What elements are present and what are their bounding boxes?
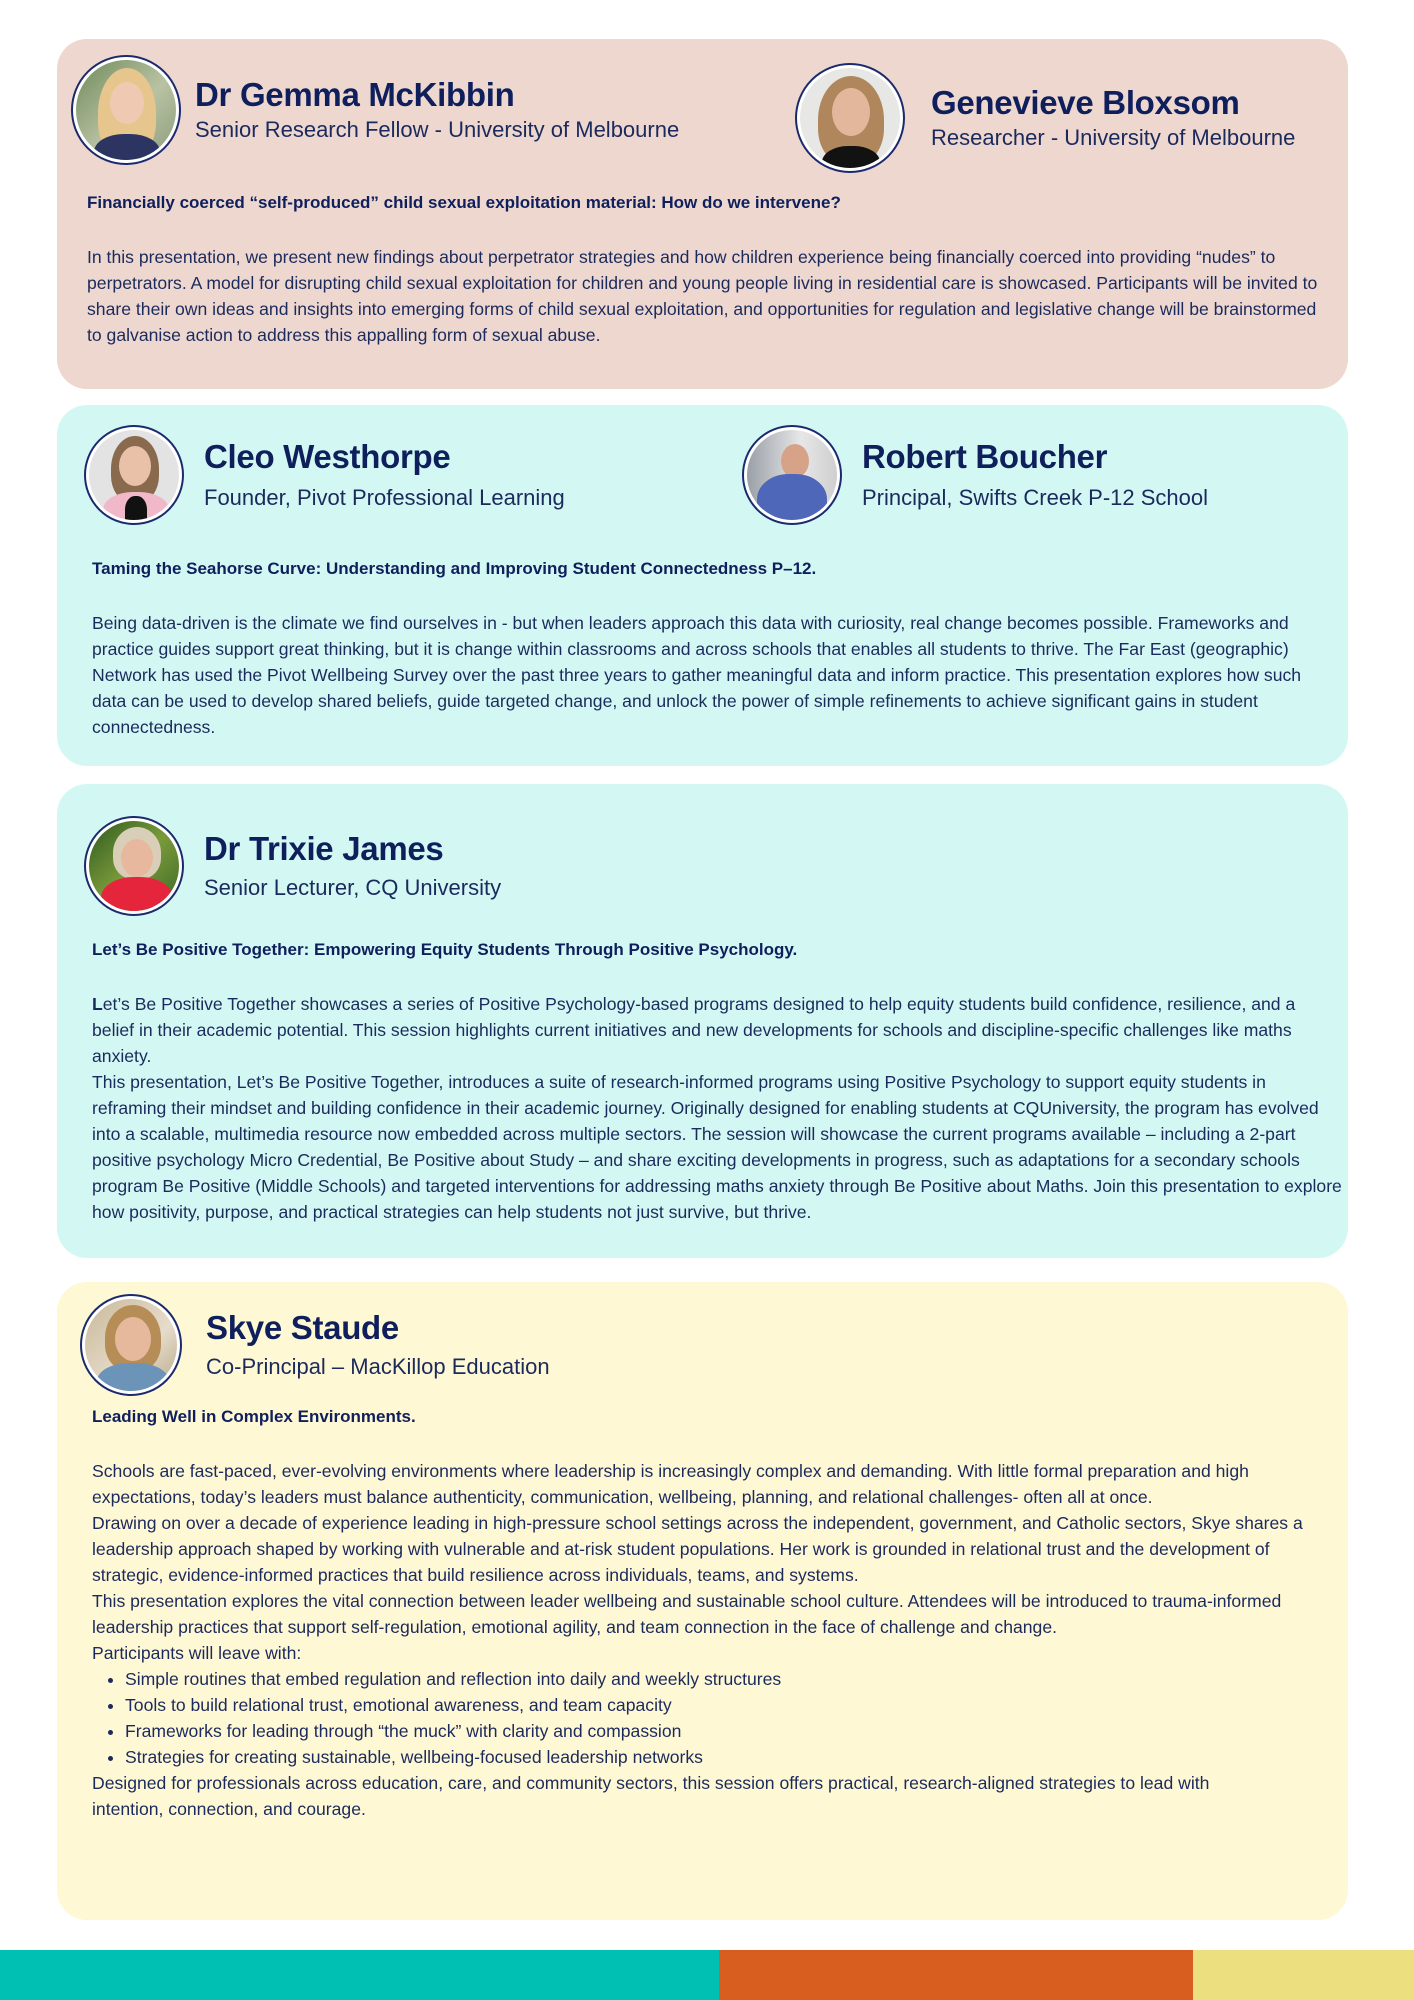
speaker-role: Senior Lecturer, CQ University [204, 875, 502, 900]
footer-color-bar [0, 1950, 1414, 2000]
speaker-skye-staude [80, 1294, 550, 1396]
drop-letter: L [92, 994, 103, 1014]
speaker-name: Cleo Westhorpe [204, 438, 451, 475]
speaker-name: Dr Gemma McKibbin [195, 76, 515, 113]
avatar [71, 55, 181, 165]
description-paragraph: This presentation explores the vital connection between leader wellbeing and sustainable school culture. Attendees will be introduced to trauma-informed leadership practices that support self-regulation, emotional agility, and team connection in the face of challenge and change. [92, 1591, 1282, 1637]
list-item: • Strategies for creating sustainable, wellbeing-focused leadership networks [125, 1744, 1342, 1770]
session-card-1 [57, 39, 1348, 389]
avatar [742, 425, 842, 525]
session-card-4 [57, 1282, 1348, 1920]
session-description [92, 610, 1332, 740]
avatar [80, 1294, 182, 1396]
list-item: • Tools to build relational trust, emotional awareness, and team capacity [125, 1692, 1342, 1718]
speaker-gemma-mckibbin [71, 55, 679, 165]
closing-paragraph: Designed for professionals across education, care, and community sectors, this session offers practical, research-aligned strategies to lead with intention, connection, and courage. [92, 1773, 1210, 1819]
session-card-3 [57, 784, 1348, 1258]
speaker-photo-icon [89, 430, 179, 520]
list-item: • Frameworks for leading through “the muck” with clarity and compassion [125, 1718, 1342, 1744]
speaker-role: Principal, Swifts Creek P-12 School [862, 485, 1209, 510]
avatar [84, 425, 184, 525]
description-paragraph: Drawing on over a decade of experience leading in high-pressure school settings across the independent, government, and Catholic sectors, Skye shares a leadership approach shaped by working with vulnerable and at-risk student populations. Her work is grounded in relational trust and the development of strategic, evidence-informed practices that build resilience across individuals, teams, and systems. [92, 1513, 1303, 1585]
session-description [92, 991, 1342, 1225]
footer-orange-segment [719, 1950, 1193, 2000]
takeaways-list [92, 1666, 1342, 1770]
speaker-photo-icon [747, 430, 837, 520]
session-title: Leading Well in Complex Environments. [92, 1407, 416, 1426]
description-paragraph: Let’s Be Positive Together showcases a series of Positive Psychology-based programs designed to help equity students build confidence, resilience, and a belief in their academic potential. This session highlights current initiatives and new developments for schools and discipline-specific challenges like maths anxiety. [92, 994, 1296, 1066]
list-item: • Simple routines that embed regulation and reflection into daily and weekly structures [125, 1666, 1342, 1692]
speaker-photo-icon [800, 68, 900, 168]
description-paragraph: In this presentation, we present new findings about perpetrator strategies and how children experience being financially coerced into providing “nudes” to perpetrators. A model for disrupting child sexual exploitation for children and young people living in residential care is showcased. Participants will be invited to share their own ideas and insights into emerging forms of child sexual exploitation, and opportunities for regulation and legislative change will be brainstormed to galvanise action to address this appalling form of sexual abuse. [87, 247, 1318, 345]
session-title: Financially coerced “self-produced” child sexual exploitation material: How do we intervene? [87, 193, 841, 212]
avatar [795, 63, 905, 173]
speaker-photo-icon [89, 821, 179, 911]
speaker-photo-icon [85, 1299, 177, 1391]
session-description [87, 244, 1327, 348]
speaker-name: Dr Trixie James [204, 830, 444, 867]
speaker-role: Senior Research Fellow - University of Melbourne [195, 117, 680, 142]
description-paragraph: Participants will leave with: [92, 1643, 302, 1663]
avatar [84, 816, 184, 916]
session-description [92, 1458, 1342, 1822]
speaker-genevieve-bloxsom [795, 63, 1295, 173]
speaker-photo-icon [76, 60, 176, 160]
speaker-robert-boucher [742, 425, 1208, 525]
speaker-role: Researcher - University of Melbourne [931, 125, 1296, 150]
speaker-name: Skye Staude [206, 1309, 399, 1346]
speaker-role: Co-Principal – MacKillop Education [206, 1354, 550, 1379]
speaker-trixie-james [84, 816, 501, 916]
speaker-name: Robert Boucher [862, 438, 1108, 475]
session-title: Taming the Seahorse Curve: Understanding and Improving Student Connectedness P–12. [92, 559, 817, 578]
footer-yellow-segment [1193, 1950, 1414, 2000]
session-card-2 [57, 405, 1348, 766]
footer-teal-segment [0, 1950, 719, 2000]
speaker-name: Genevieve Bloxsom [931, 84, 1240, 121]
description-paragraph: This presentation, Let’s Be Positive Together, introduces a suite of research-informed programs using Positive Psychology to support equity students in reframing their mindset and building confidence in their academic journey. Originally designed for enabling students at CQUniversity, the program has evolved into a scalable, multimedia resource now embedded across multiple sectors. The session will showcase the current programs available – including a 2-part positive psychology Micro Credential, Be Positive about Study – and share exciting developments in progress, such as adaptations for a secondary schools program Be Positive (Middle Schools) and targeted interventions for addressing maths anxiety through Be Positive about Maths. Join this presentation to explore how positivity, purpose, and practical strategies can help students not just survive, but thrive. [92, 1072, 1342, 1222]
session-title: Let’s Be Positive Together: Empowering Equity Students Through Positive Psychology. [92, 940, 798, 959]
description-paragraph: Being data-driven is the climate we find ourselves in - but when leaders approach this data with curiosity, real change becomes possible. Frameworks and practice guides support great thinking, but it is change within classrooms and across schools that enables all students to thrive. The Far East (geographic) Network has used the Pivot Wellbeing Survey over the past three years to gather meaningful data and inform practice. This presentation explores how such data can be used to develop shared beliefs, guide targeted change, and unlock the power of simple refinements to achieve significant gains in student connectedness. [92, 613, 1302, 737]
description-paragraph: Schools are fast-paced, ever-evolving environments where leadership is increasingly complex and demanding. With little formal preparation and high expectations, today’s leaders must balance authenticity, communication, wellbeing, planning, and relational challenges- often all at once. [92, 1461, 1249, 1507]
speaker-role: Founder, Pivot Professional Learning [204, 485, 565, 510]
speaker-cleo-westhorpe [84, 425, 565, 525]
